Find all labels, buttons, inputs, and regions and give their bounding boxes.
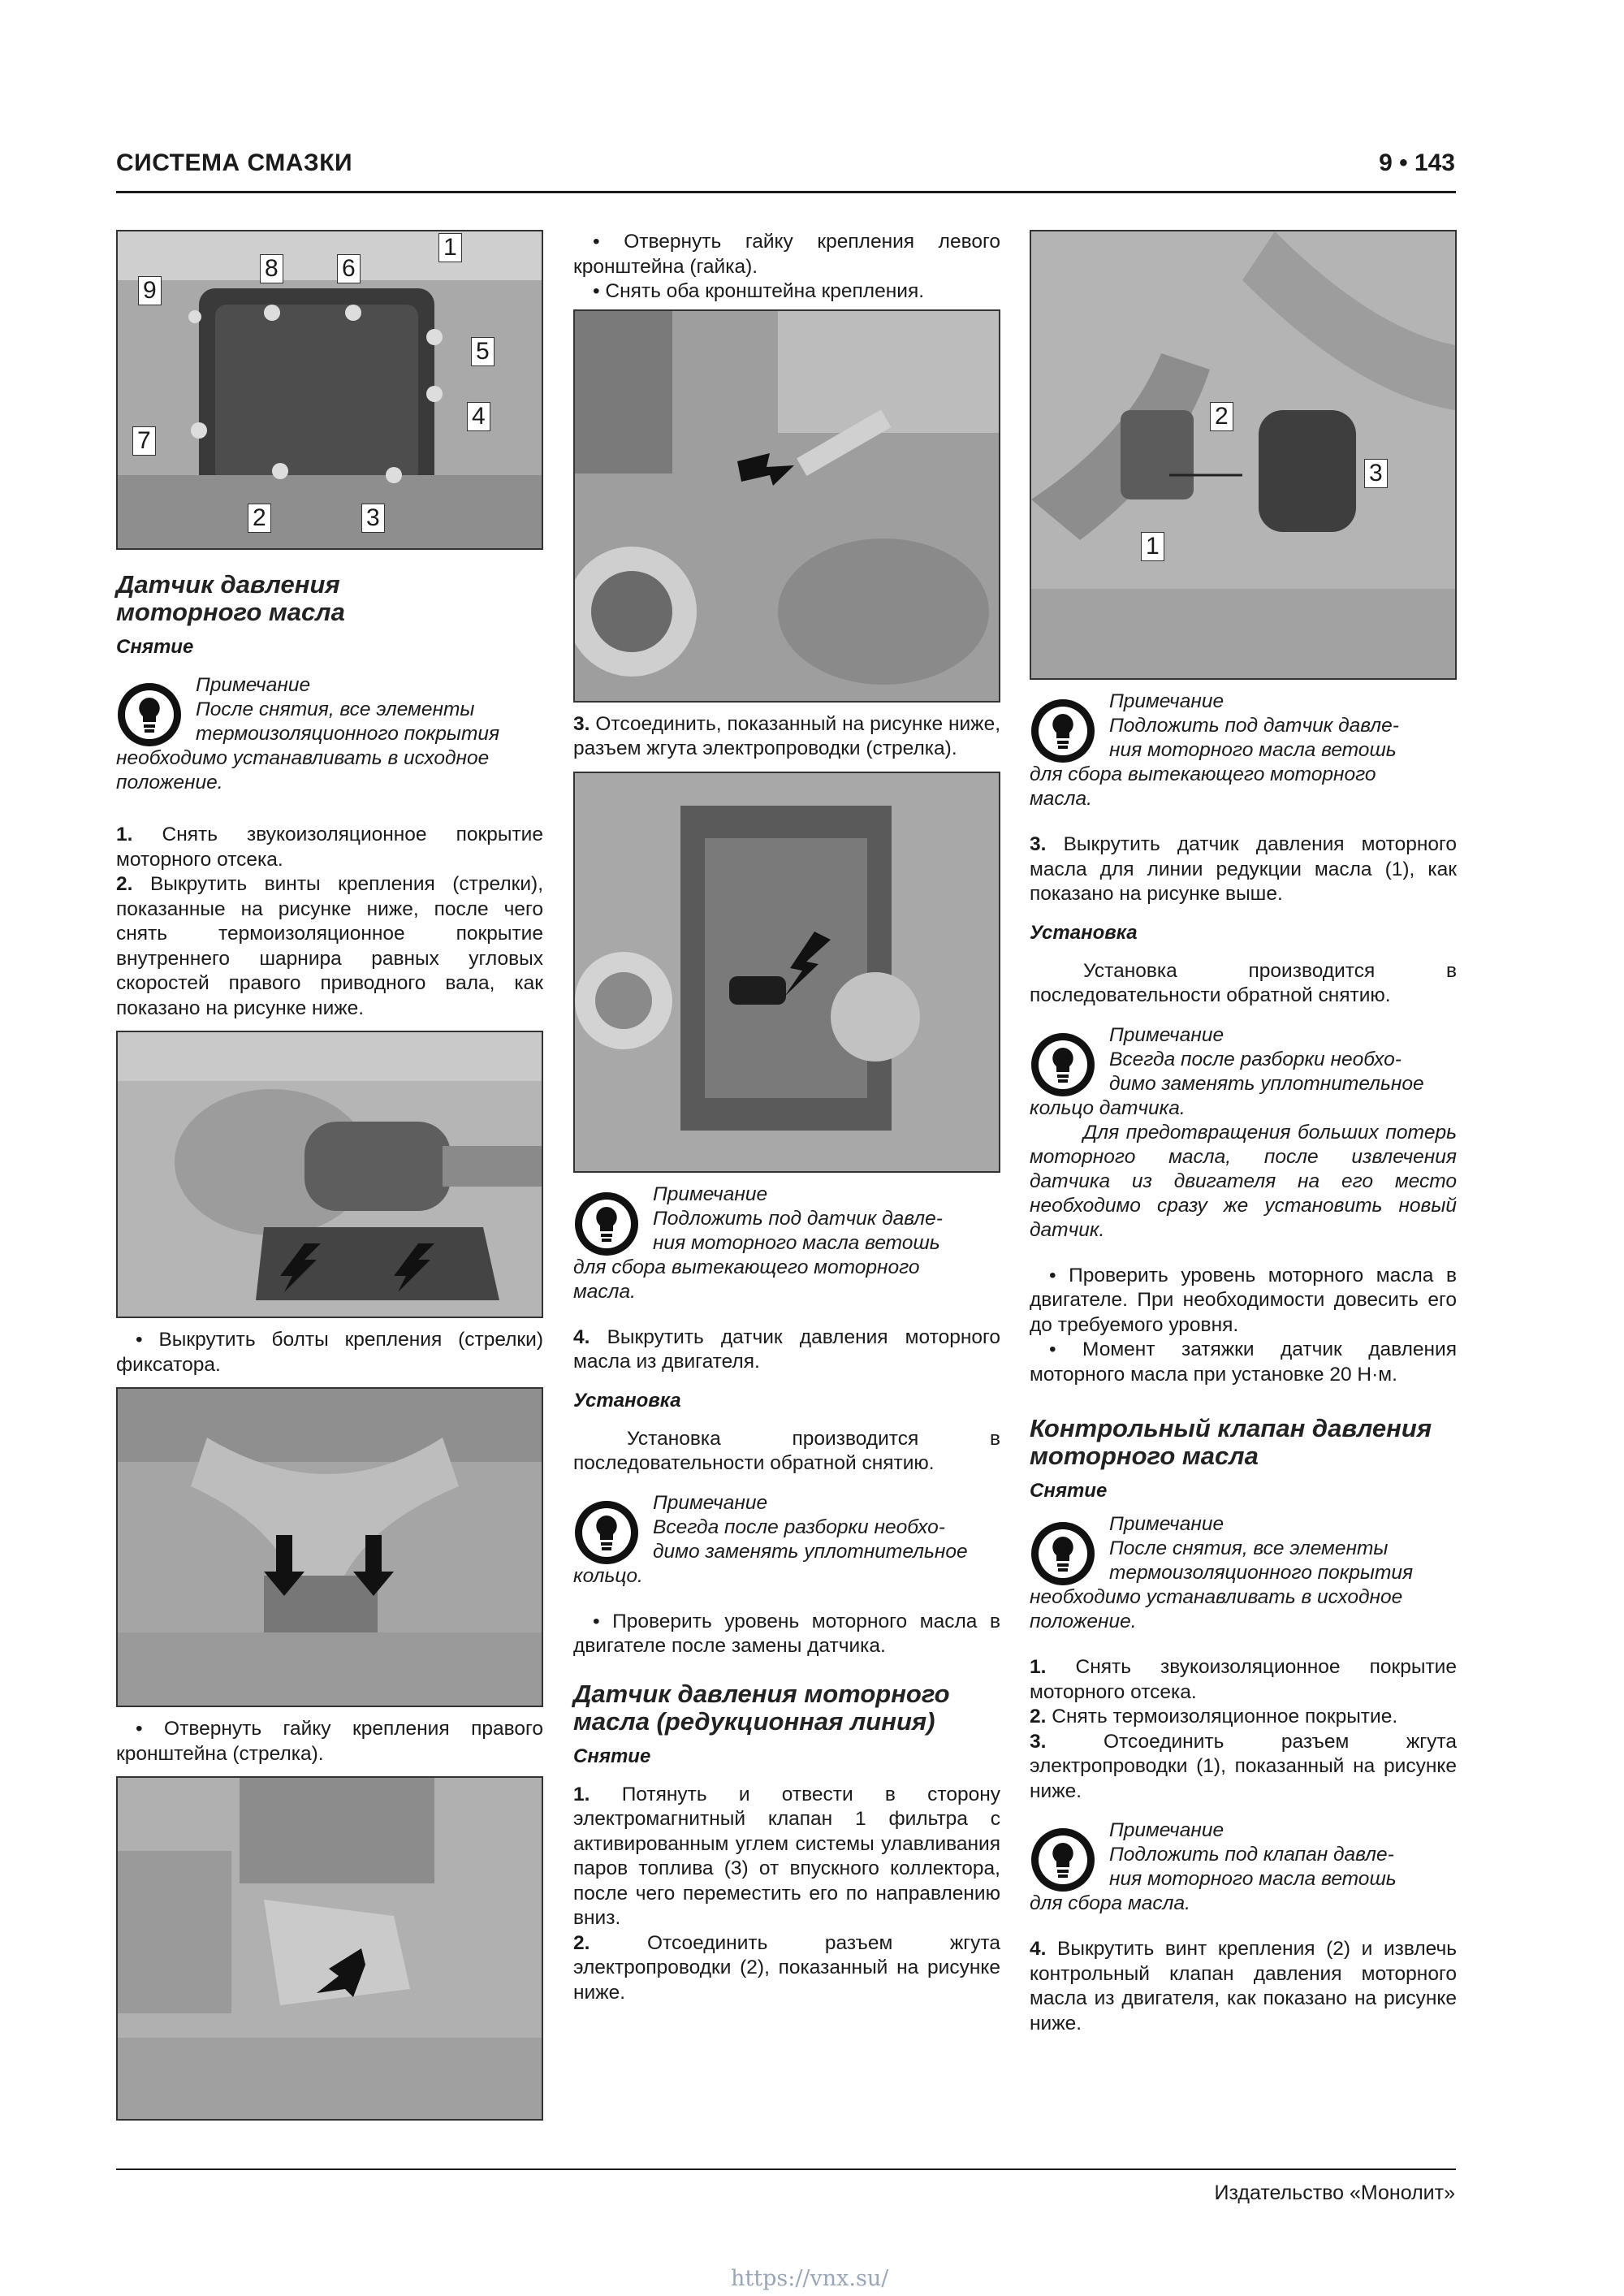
cv-joint-photo-illustration <box>118 1032 542 1317</box>
callout-8: 8 <box>260 254 283 283</box>
note-line: Всегда после разборки необхо- <box>653 1516 945 1538</box>
note-line: термоизоляционного покрытия <box>196 723 500 745</box>
engine-photo-illustration <box>118 231 542 548</box>
lightbulb-icon <box>1030 1827 1096 1893</box>
note-line: ния моторного масла ветошь <box>1109 739 1397 761</box>
note-line: кольцо датчика. <box>1030 1096 1186 1119</box>
note-block <box>1030 1818 1457 1916</box>
callout-3: 3 <box>1364 459 1388 488</box>
note-line: положение. <box>116 772 223 793</box>
note-line: для сбора масла. <box>1030 1892 1190 1914</box>
note-line: необходимо устанавливать в исходное <box>116 747 490 769</box>
lightbulb-icon <box>573 1191 640 1257</box>
reduction-sensor-photo-illustration <box>1031 231 1455 678</box>
note-block <box>573 1183 1000 1304</box>
note-line: Для предотвращения больших потерь моторного масла, после извлечения датчика из двигателя на его место необходимо сразу же установить новый датчик. <box>1030 1121 1457 1241</box>
note-title: Примечание <box>196 674 311 696</box>
step-4: 4. Выкрутить винт крепления (2) и извлечь контрольный клапан давления моторного масла из двигателя, как показано на рисунке ниже. <box>1030 1938 1457 2034</box>
lightbulb-icon <box>1030 698 1096 764</box>
callout-5: 5 <box>471 337 495 366</box>
callout-9: 9 <box>138 276 162 305</box>
note-block <box>1030 690 1457 811</box>
right-bracket-photo-illustration <box>118 1389 542 1706</box>
left-bracket-photo-illustration <box>118 1778 542 2119</box>
figure-left-bracket <box>116 1776 543 2121</box>
watermark: https://vnx.su/ <box>731 2266 889 2291</box>
callout-4: 4 <box>467 402 490 431</box>
note-line: Подложить под датчик давле- <box>653 1207 943 1230</box>
section-header-title: СИСТЕМА СМАЗКИ <box>116 149 353 176</box>
note-line: положение. <box>1030 1611 1137 1632</box>
note-line: для сбора вытекающего моторного <box>573 1256 920 1278</box>
figure-engine-cover-bolts <box>116 230 543 550</box>
note-line: Всегда после разборки необхо- <box>1109 1048 1402 1070</box>
callout-1: 1 <box>1141 532 1164 561</box>
lightbulb-icon <box>116 681 183 748</box>
sensor-photo-illustration <box>575 773 999 1171</box>
header-divider <box>116 191 1456 193</box>
callout-6: 6 <box>337 254 361 283</box>
figure-connector <box>573 309 1000 703</box>
removal-label: Снятие <box>573 1745 651 1767</box>
note-line: необходимо устанавливать в исходное <box>1030 1586 1403 1608</box>
note-line: термоизоляционного покрытия <box>1109 1562 1414 1584</box>
callout-3: 3 <box>361 504 385 533</box>
note-line: После снятия, все элементы <box>1109 1537 1389 1559</box>
note-block <box>116 673 543 795</box>
note-line: ния моторного масла ветошь <box>1109 1868 1397 1890</box>
install-text: Установка производится в последовательности обратной снятию. <box>1030 959 1457 1006</box>
callout-1: 1 <box>438 233 462 262</box>
column-3 <box>1030 230 1457 2036</box>
lightbulb-icon <box>1030 1031 1096 1098</box>
note-line: Подложить под клапан давле- <box>1109 1844 1394 1866</box>
figure-cv-joint-cover <box>116 1031 543 1318</box>
note-title: Примечание <box>1109 1513 1224 1535</box>
lightbulb-icon <box>1030 1520 1096 1587</box>
figure-reduction-sensor <box>1030 230 1457 680</box>
removal-label: Снятие <box>1030 1480 1108 1502</box>
note-line: димо заменять уплотнительное <box>653 1540 968 1563</box>
bullet-torque: • Момент затяжки датчик давления моторного масла при установке 20 Н·м. <box>1030 1338 1457 1386</box>
note-block <box>573 1491 1000 1589</box>
bullet-right-bracket-nut: • Отвернуть гайку крепления правого кронштейна (стрелка). <box>116 1718 543 1765</box>
figure-oil-pressure-sensor <box>573 772 1000 1173</box>
note-line: димо заменять уплотнительное <box>1109 1072 1424 1095</box>
note-block <box>1030 1512 1457 1634</box>
note-line: масла. <box>573 1280 636 1303</box>
step-4: 4. Выкрутить датчик давления моторного масла из двигателя. <box>573 1325 1000 1373</box>
page-number: 9 • 143 <box>1379 149 1455 176</box>
note-line: кольцо. <box>573 1564 643 1587</box>
install-label: Установка <box>573 1389 681 1412</box>
removal-label: Снятие <box>116 636 194 658</box>
step-2: 2. Выкрутить винты крепления (стрелки), показанные на рисунке ниже, после чего снять термоизоляционное покрытие внутреннего шарнира равных угловых скоростей правого приводного вала, как показано на рисунке ниже. <box>116 873 543 1019</box>
bullet-check-oil-level: • Проверить уровень моторного масла в двигателе после замены датчика. <box>573 1610 1000 1657</box>
bullet-remove-bolts: • Выкрутить болты крепления (стрелки) фиксатора. <box>116 1329 543 1376</box>
step-1: 1. Снять звукоизоляционное покрытие моторного отсека. <box>116 824 543 871</box>
figure-right-bracket <box>116 1387 543 1707</box>
bullet-remove-brackets: • Снять оба кронштейна крепления. <box>593 280 925 302</box>
note-title: Примечание <box>653 1183 768 1205</box>
note-title: Примечание <box>1109 1819 1224 1841</box>
note-line: для сбора вытекающего моторного <box>1030 763 1376 785</box>
step-3: 3. Выкрутить датчик давления моторного масла для линии редукции масла (1), как показано на рисунке выше. <box>1030 833 1457 905</box>
callout-7: 7 <box>132 426 156 456</box>
note-line: масла. <box>1030 788 1092 810</box>
note-title: Примечание <box>653 1491 768 1514</box>
step-1: 1. Снять звукоизоляционное покрытие моторного отсека. <box>1030 1656 1457 1703</box>
section-title-oil-pressure-sensor: Датчик давления моторного масла <box>116 570 345 626</box>
callout-2: 2 <box>1210 402 1233 431</box>
section-title-reduction-line-sensor: Датчик давления моторного масла (редукционная линия) <box>573 1679 950 1736</box>
step-2: 2. Снять термоизоляционное покрытие. <box>1030 1706 1398 1727</box>
note-line: Подложить под датчик давле- <box>1109 715 1399 737</box>
callout-2: 2 <box>248 504 271 533</box>
note-line: ния моторного масла ветошь <box>653 1231 940 1254</box>
step-3: 3. Отсоединить разъем жгута электропроводки (1), показанный на рисунке ниже. <box>1030 1730 1457 1802</box>
connector-photo-illustration <box>575 311 999 701</box>
step-1: 1. Потянуть и отвести в сторону электромагнитный клапан 1 фильтра с активированным углем системы улавливания паров топлива (3) от впускного коллектора, после чего переместить его по направлению вниз. <box>573 1783 1000 1929</box>
bullet-left-bracket-nut: • Отвернуть гайку крепления левого кронштейна (гайка). <box>573 231 1000 278</box>
publisher: Издательство «Монолит» <box>1214 2181 1455 2204</box>
note-block <box>1030 1023 1457 1243</box>
column-1 <box>116 230 543 2121</box>
section-title-control-valve: Контрольный клапан давления моторного масла <box>1030 1414 1432 1470</box>
column-2 <box>573 230 1000 2005</box>
step-2: 2. Отсоединить разъем жгута электропроводки (2), показанный на рисунке ниже. <box>573 1931 1000 2004</box>
footer-divider <box>116 2168 1456 2170</box>
lightbulb-icon <box>573 1499 640 1566</box>
note-title: Примечание <box>1109 1023 1224 1046</box>
note-title: Примечание <box>1109 690 1224 712</box>
step-3: 3. Отсоединить, показанный на рисунке ниже, разъем жгута электропроводки (стрелка). <box>573 712 1001 759</box>
install-label: Установка <box>1030 921 1138 944</box>
note-line: После снятия, все элементы <box>196 698 475 720</box>
install-text: Установка производится в последовательности обратной снятию. <box>573 1427 1000 1474</box>
bullet-check-oil-level: • Проверить уровень моторного масла в двигателе. При необходимости довесить его до требуемого уровня. <box>1030 1264 1457 1336</box>
